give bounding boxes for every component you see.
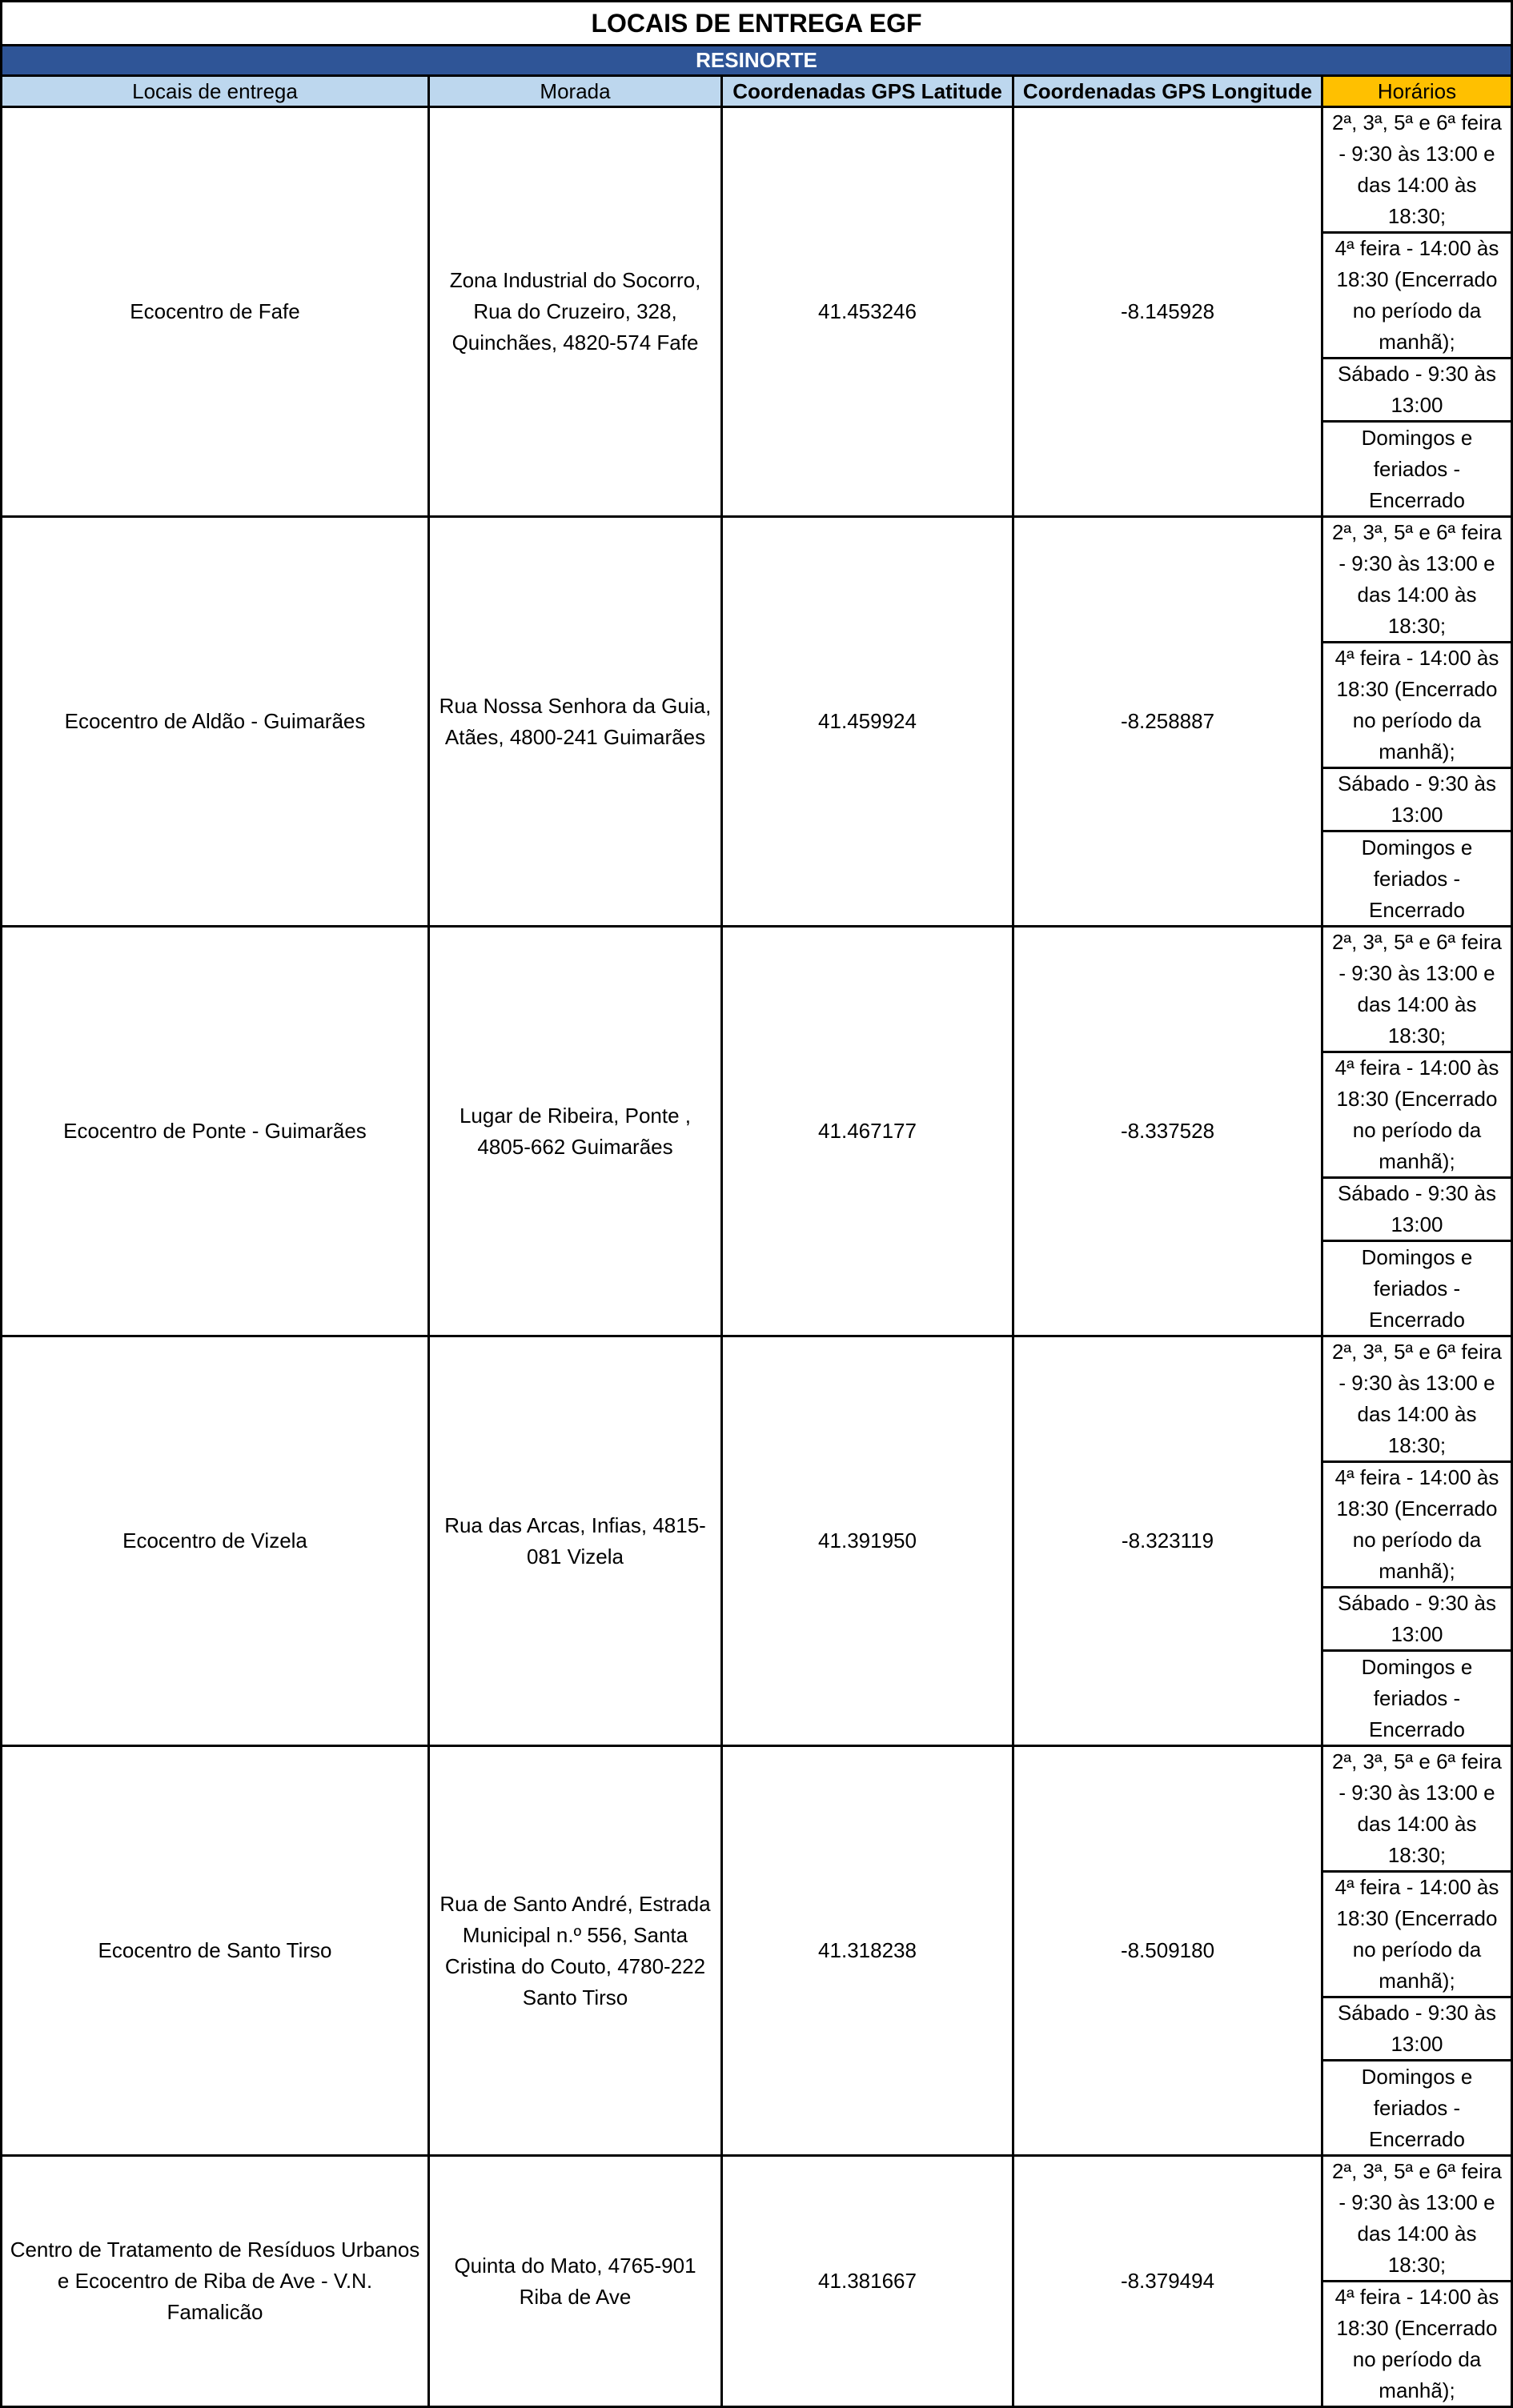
schedule-cell[interactable]: 2ª, 3ª, 5ª e 6ª feira - 9:30 às 13:00 e das 14:00 às 18:30; — [1323, 518, 1513, 643]
address-cell[interactable]: Lugar de Ribeira, Ponte , 4805-662 Guimarães — [430, 928, 723, 1337]
schedule-cell[interactable]: 4ª feira - 14:00 às 18:30 (Encerrado no período da manhã); — [1323, 1873, 1513, 1998]
longitude-cell[interactable]: -8.509180 — [1014, 1747, 1323, 2157]
location-cell[interactable]: Ecocentro de Ponte - Guimarães — [0, 928, 430, 1337]
schedule-cell[interactable]: 4ª feira - 14:00 às 18:30 (Encerrado no período da manhã); — [1323, 2282, 1513, 2408]
schedule-cell[interactable]: Domingos e feriados - Encerrado — [1323, 1242, 1513, 1337]
schedule-cell[interactable]: Sábado - 9:30 às 13:00 — [1323, 769, 1513, 832]
section-band[interactable]: RESINORTE — [0, 46, 1513, 77]
header-locais[interactable]: Locais de entrega — [0, 77, 430, 108]
schedule-cell[interactable]: 2ª, 3ª, 5ª e 6ª feira - 9:30 às 13:00 e das 14:00 às 18:30; — [1323, 928, 1513, 1053]
location-cell[interactable]: Ecocentro de Aldão - Guimarães — [0, 518, 430, 928]
schedule-cell[interactable]: 2ª, 3ª, 5ª e 6ª feira - 9:30 às 13:00 e das 14:00 às 18:30; — [1323, 1747, 1513, 1873]
header-horarios[interactable]: Horários — [1323, 77, 1513, 108]
address-cell[interactable]: Rua das Arcas, Infias, 4815-081 Vizela — [430, 1337, 723, 1747]
latitude-cell[interactable]: 41.318238 — [723, 1747, 1014, 2157]
address-cell[interactable]: Quinta do Mato, 4765-901 Riba de Ave — [430, 2157, 723, 2408]
address-cell[interactable]: Zona Industrial do Socorro, Rua do Cruzeiro, 328, Quinchães, 4820-574 Fafe — [430, 108, 723, 518]
longitude-cell[interactable]: -8.337528 — [1014, 928, 1323, 1337]
schedule-cell[interactable]: 4ª feira - 14:00 às 18:30 (Encerrado no período da manhã); — [1323, 1463, 1513, 1589]
header-morada[interactable]: Morada — [430, 77, 723, 108]
schedule-cell[interactable]: Domingos e feriados - Encerrado — [1323, 423, 1513, 518]
location-cell[interactable]: Ecocentro de Vizela — [0, 1337, 430, 1747]
schedule-cell[interactable]: Sábado - 9:30 às 13:00 — [1323, 359, 1513, 423]
schedule-cell[interactable]: Domingos e feriados - Encerrado — [1323, 2061, 1513, 2157]
schedule-cell[interactable]: 4ª feira - 14:00 às 18:30 (Encerrado no período da manhã); — [1323, 234, 1513, 359]
latitude-cell[interactable]: 41.453246 — [723, 108, 1014, 518]
longitude-cell[interactable]: -8.145928 — [1014, 108, 1323, 518]
schedule-cell[interactable]: Sábado - 9:30 às 13:00 — [1323, 1179, 1513, 1242]
schedule-cell[interactable]: Domingos e feriados - Encerrado — [1323, 1652, 1513, 1747]
schedule-cell[interactable]: 2ª, 3ª, 5ª e 6ª feira - 9:30 às 13:00 e das 14:00 às 18:30; — [1323, 108, 1513, 234]
latitude-cell[interactable]: 41.459924 — [723, 518, 1014, 928]
schedule-cell[interactable]: Sábado - 9:30 às 13:00 — [1323, 1998, 1513, 2061]
longitude-cell[interactable]: -8.323119 — [1014, 1337, 1323, 1747]
latitude-cell[interactable]: 41.467177 — [723, 928, 1014, 1337]
location-cell[interactable]: Ecocentro de Santo Tirso — [0, 1747, 430, 2157]
header-latitude[interactable]: Coordenadas GPS Latitude — [723, 77, 1014, 108]
location-cell[interactable]: Ecocentro de Fafe — [0, 108, 430, 518]
schedule-cell[interactable]: 2ª, 3ª, 5ª e 6ª feira - 9:30 às 13:00 e das 14:00 às 18:30; — [1323, 1337, 1513, 1463]
longitude-cell[interactable]: -8.379494 — [1014, 2157, 1323, 2408]
latitude-cell[interactable]: 41.391950 — [723, 1337, 1014, 1747]
schedule-cell[interactable]: Domingos e feriados - Encerrado — [1323, 832, 1513, 928]
sheet-title[interactable]: LOCAIS DE ENTREGA EGF — [0, 0, 1513, 46]
schedule-cell[interactable]: 4ª feira - 14:00 às 18:30 (Encerrado no período da manhã); — [1323, 1053, 1513, 1179]
latitude-cell[interactable]: 41.381667 — [723, 2157, 1014, 2408]
header-longitude[interactable]: Coordenadas GPS Longitude — [1014, 77, 1323, 108]
schedule-cell[interactable]: 4ª feira - 14:00 às 18:30 (Encerrado no período da manhã); — [1323, 643, 1513, 769]
address-cell[interactable]: Rua Nossa Senhora da Guia, Atães, 4800-241 Guimarães — [430, 518, 723, 928]
longitude-cell[interactable]: -8.258887 — [1014, 518, 1323, 928]
schedule-cell[interactable]: Sábado - 9:30 às 13:00 — [1323, 1589, 1513, 1652]
location-cell[interactable]: Centro de Tratamento de Resíduos Urbanos e Ecocentro de Riba de Ave - V.N. Famalicão — [0, 2157, 430, 2408]
address-cell[interactable]: Rua de Santo André, Estrada Municipal n.º 556, Santa Cristina do Couto, 4780-222 Santo Tirso — [430, 1747, 723, 2157]
schedule-cell[interactable]: 2ª, 3ª, 5ª e 6ª feira - 9:30 às 13:00 e das 14:00 às 18:30; — [1323, 2157, 1513, 2282]
